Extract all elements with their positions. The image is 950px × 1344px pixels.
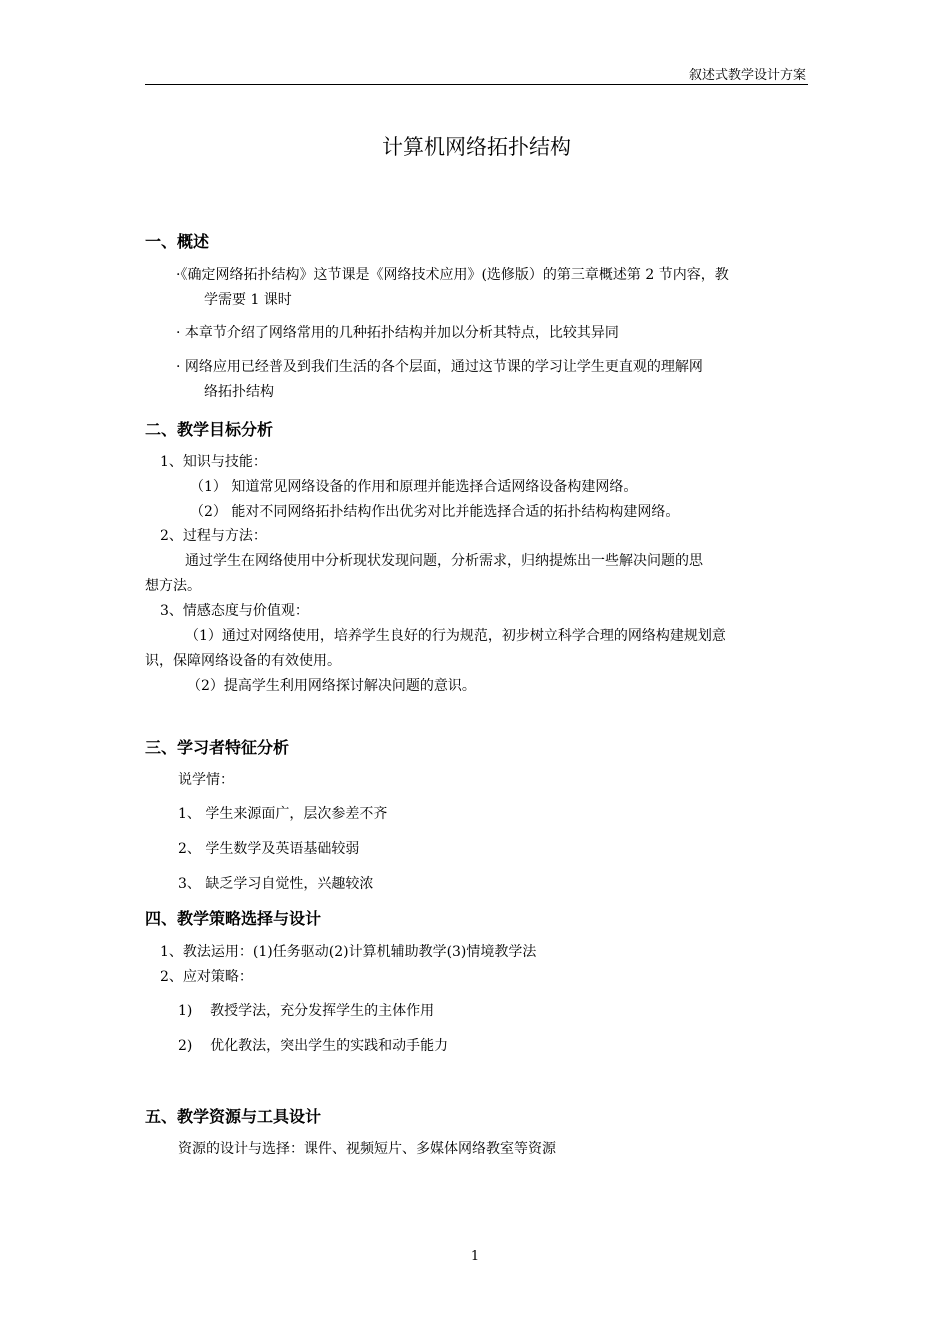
learner-intro: 说学情： xyxy=(178,772,234,788)
knowledge-skills-sub-1: （1） 知道常见网络设备的作用和原理并能选择合适网络设备构建网络。 xyxy=(190,479,638,495)
overview-bullet-1-line1: ·《确定网络拓扑结构》这节课是《网络技术应用》(选修版）的第三章概述第 2 节内容，教 xyxy=(176,267,729,283)
overview-bullet-2 xyxy=(176,321,808,346)
section-3-heading: 三、学习者特征分析 xyxy=(145,738,290,757)
strategy-sub-1: 1) 教授学法，充分发挥学生的主体作用 xyxy=(178,1003,435,1019)
overview-bullet-3-line2: 络拓扑结构 xyxy=(204,384,274,400)
section-5-heading: 五、教学资源与工具设计 xyxy=(145,1107,322,1126)
header-text: 叙述式教学设计方案 xyxy=(688,68,806,83)
resources-text: 资源的设计与选择：课件、视频短片、多媒体网络教室等资源 xyxy=(178,1141,556,1157)
overview-bullet-1-line2: 学需要 1 课时 xyxy=(204,292,292,308)
learner-item-3: 3、 缺乏学习自觉性，兴趣较浓 xyxy=(178,876,374,892)
page-number: 1 xyxy=(470,1249,480,1264)
section-2-heading: 二、教学目标分析 xyxy=(145,420,274,439)
strategy-item-2: 2、应对策略： xyxy=(160,969,253,985)
overview-bullet-3-line1: · 网络应用已经普及到我们生活的各个层面，通过这节课的学习让学生更直观的理解网 xyxy=(176,359,703,375)
learner-item-1: 1、 学生来源面广，层次参差不齐 xyxy=(178,806,388,822)
process-method-text-line2: 想方法。 xyxy=(145,578,201,594)
attitude-values-sub-1-line1: （1）通过对网络使用，培养学生良好的行为规范，初步树立科学合理的网络构建规划意 xyxy=(185,628,726,644)
knowledge-skills-sub-2: （2） 能对不同网络拓扑结构作出优劣对比并能选择合适的拓扑结构构建网络。 xyxy=(190,504,680,520)
process-method-text xyxy=(145,549,808,599)
overview-bullet-2-line1: · 本章节介绍了网络常用的几种拓扑结构并加以分析其特点，比较其异同 xyxy=(176,325,619,341)
strategy-item-1: 1、教法运用：(1)任务驱动(2)计算机辅助教学(3)情境教学法 xyxy=(160,944,537,960)
section-1-heading: 一、概述 xyxy=(145,232,210,251)
knowledge-skills-item: 1、知识与技能： xyxy=(160,454,267,470)
process-method-item: 2、过程与方法： xyxy=(160,528,267,544)
attitude-values-sub-1 xyxy=(145,624,808,674)
page-header xyxy=(145,64,808,85)
overview-bullet-3 xyxy=(176,355,808,405)
overview-bullet-1 xyxy=(176,263,808,313)
learner-item-2: 2、 学生数学及英语基础较弱 xyxy=(178,841,360,857)
attitude-values-sub-2: （2）提高学生利用网络探讨解决问题的意识。 xyxy=(187,678,476,694)
strategy-sub-2: 2) 优化教法，突出学生的实践和动手能力 xyxy=(178,1038,449,1054)
attitude-values-sub-1-line2: 识，保障网络设备的有效使用。 xyxy=(145,653,341,669)
attitude-values-item: 3、情感态度与价值观： xyxy=(160,603,309,619)
process-method-text-line1: 通过学生在网络使用中分析现状发现问题，分析需求，归纳提炼出一些解决问题的思 xyxy=(185,553,703,569)
document-title: 计算机网络拓扑结构 xyxy=(382,135,571,159)
section-4-heading: 四、教学策略选择与设计 xyxy=(145,909,322,928)
